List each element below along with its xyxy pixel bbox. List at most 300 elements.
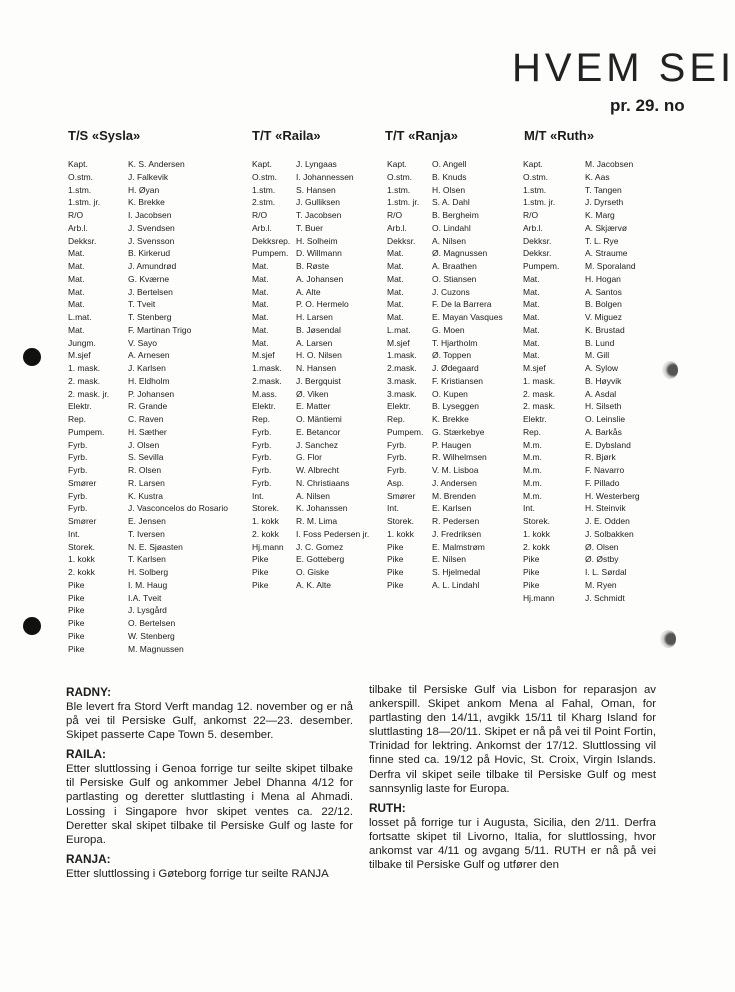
crew-rank: Mat.: [387, 261, 404, 271]
crew-name: M. Gill: [585, 350, 610, 361]
ship-heading-ruth: M/T «Ruth»: [524, 128, 595, 143]
crew-name: J. Svensson: [128, 235, 175, 246]
crew-rank: Pumpem.: [252, 248, 289, 259]
crew-rank: Rep.: [68, 414, 86, 424]
crew-name: S. Hansen: [296, 184, 336, 195]
crew-rank: Pike: [252, 579, 269, 590]
crew-rank: Pike: [252, 554, 269, 565]
crew-name: O. Leinslie: [585, 414, 626, 424]
crew-name: E. Mayan Vasques: [432, 312, 503, 322]
crew-rank: 3.mask.: [387, 375, 417, 386]
crew-name: T. Karlsen: [128, 554, 166, 565]
crew-name: A. Barkås: [585, 426, 622, 437]
crew-rank: Pumpem.: [523, 261, 560, 271]
crew-rank: Pike: [68, 630, 85, 641]
crew-rank: Fyrb.: [387, 465, 407, 475]
crew-name: T. Buer: [296, 222, 323, 233]
crew-rank: Mat.: [68, 261, 85, 271]
crew-name: J. Lyngaas: [296, 159, 337, 169]
crew-name: T. Tveit: [128, 299, 156, 310]
crew-rank: Fyrb.: [68, 490, 88, 501]
crew-rank: Pumpem.: [387, 426, 424, 437]
crew-rank: R/O: [387, 210, 403, 220]
crew-name: A. Santos: [585, 286, 622, 297]
crew-rank: Dekksr.: [523, 248, 552, 259]
crew-name: P. O. Hermelo: [296, 299, 349, 310]
crew-name: J. Sanchez: [296, 439, 339, 450]
report-heading: RANJA:: [66, 851, 111, 866]
crew-rank: 2.mask.: [252, 375, 282, 386]
crew-name: P. Haugen: [432, 439, 472, 450]
crew-name: I. Foss Pedersen jr.: [296, 528, 370, 539]
crew-rank: 1. kokk: [252, 516, 279, 526]
crew-rank: Pike: [387, 554, 404, 565]
crew-name: M. Ryen: [585, 579, 617, 590]
crew-rank: 2. kokk: [523, 541, 550, 552]
crew-name: B. Knuds: [432, 171, 467, 182]
crew-name: J. Svendsen: [128, 222, 175, 233]
crew-rank: Kapt.: [387, 159, 407, 169]
report-paragraph: Etter sluttlossing i Gøteborg forrige tur seilte RANJA: [66, 867, 329, 880]
crew-rank: R/O: [252, 210, 268, 220]
crew-name: A. Braathen: [432, 261, 477, 271]
crew-name: M. Jacobsen: [585, 159, 634, 169]
punch-hole-bottom: [23, 617, 41, 635]
crew-rank: L.mat.: [387, 324, 411, 335]
ship-heading-raila: T/T «Raila»: [252, 128, 321, 143]
crew-name: A. Nilsen: [432, 235, 467, 246]
crew-name: R. Wilhelmsen: [432, 452, 487, 463]
crew-rank: Fyrb.: [68, 503, 88, 514]
crew-name: B. Lund: [585, 337, 615, 348]
crew-name: A. Arnesen: [128, 350, 170, 361]
crew-name: T. Tangen: [585, 184, 622, 195]
crew-name: B. Lyseggen: [432, 401, 479, 412]
crew-rank: Mat.: [387, 273, 404, 284]
crew-name: K. Brekke: [432, 414, 469, 424]
crew-rank: Mat.: [523, 337, 540, 348]
crew-name: W. Albrecht: [296, 465, 339, 475]
crew-name: F. Pillado: [585, 477, 620, 488]
crew-rank: O.stm.: [252, 171, 278, 182]
crew-name: N. Christiaans: [296, 477, 350, 488]
crew-rank: 2. kokk: [252, 528, 279, 539]
crew-name: A. Skjærvø: [585, 222, 628, 233]
crew-name: O. Kupen: [432, 388, 468, 399]
crew-rank: Storek.: [68, 541, 95, 552]
crew-rank: Mat.: [252, 286, 269, 297]
crew-rank: Pumpem.: [68, 426, 105, 437]
crew-rank: Smører: [68, 516, 97, 526]
crew-rank: Arb.l.: [387, 222, 407, 233]
crew-name: B. Kirkerud: [128, 248, 171, 259]
crew-name: A. L. Lindahl: [432, 579, 480, 590]
crew-rank: Mat.: [523, 312, 540, 322]
crew-name: E. Karlsen: [432, 503, 472, 514]
crew-name: I. Johannessen: [296, 171, 354, 182]
crew-rank: Kapt.: [252, 159, 272, 169]
crew-rank: Pike: [68, 618, 85, 628]
crew-name: B. Jøsendal: [296, 324, 341, 335]
report-paragraph: Ble levert fra Stord Verft mandag 12. november og er nå på vei til Persiske Gulf, ankomst 22—23. desember. Skipet passerte Cape Town 5. desember.: [66, 701, 353, 742]
crew-rank: 1.mask.: [252, 363, 282, 373]
crew-name: E. Gotteberg: [296, 554, 345, 565]
crew-rank: L.mat.: [68, 312, 92, 322]
punch-hole-right-bottom: [660, 630, 676, 648]
crew-rank: M.m.: [523, 439, 542, 450]
crew-name: A. Nilsen: [296, 490, 331, 501]
crew-name: H. Silseth: [585, 401, 622, 412]
crew-name: B. Bolgen: [585, 299, 622, 310]
crew-rank: Pike: [387, 541, 404, 552]
crew-rank: Mat.: [252, 312, 269, 322]
crew-name: H. Hogan: [585, 273, 621, 284]
crew-rank: 2. mask.: [523, 388, 556, 399]
crew-name: K. Marg: [585, 210, 615, 220]
crew-rank: Asp.: [387, 477, 405, 488]
crew-name: D. Willmann: [296, 248, 342, 259]
crew-name: K. S. Andersen: [128, 159, 185, 169]
crew-name: H. Eldholm: [128, 375, 170, 386]
crew-rank: M.sjef: [387, 337, 410, 348]
crew-rank: Mat.: [252, 337, 269, 348]
crew-rank: 2.stm.: [252, 197, 276, 208]
crew-name: G. Moen: [432, 324, 465, 335]
crew-name: Ø. Toppen: [432, 350, 472, 361]
crew-name: E. Dybsland: [585, 439, 631, 450]
crew-rank: Pike: [252, 567, 269, 577]
report-heading: RADNY:: [66, 685, 111, 699]
crew-name: J. C. Gomez: [296, 541, 344, 552]
crew-rank: 2. mask.: [68, 375, 101, 386]
crew-rank: 1.mask.: [387, 350, 417, 361]
ship-heading-ranja: T/T «Ranja»: [385, 128, 458, 143]
crew-rank: Mat.: [68, 324, 85, 335]
report-heading: RUTH:: [369, 800, 406, 815]
crew-name: J. E. Odden: [585, 516, 630, 526]
crew-rank: Elektr.: [523, 414, 547, 424]
crew-rank: Mat.: [68, 286, 85, 297]
page-title: HVEM SEI: [512, 46, 735, 90]
crew-rank: M.ass.: [252, 388, 278, 399]
crew-rank: 3.mask.: [387, 388, 417, 399]
crew-name: J. Bertelsen: [128, 286, 173, 297]
crew-rank: Fyrb.: [68, 465, 88, 475]
crew-rank: M.sjef: [68, 350, 91, 361]
crew-rank: Smører: [387, 490, 416, 501]
crew-name: H. Øyan: [128, 184, 160, 195]
crew-name: J. Amundrød: [128, 261, 177, 271]
crew-rank: 1. mask.: [68, 363, 101, 373]
crew-rank: 1.stm. jr.: [387, 197, 420, 208]
crew-name: B. Høyvik: [585, 375, 622, 386]
crew-name: A. Asdal: [585, 388, 617, 399]
crew-rank: 1.stm.: [523, 184, 547, 195]
report-paragraph: losset på forrige tur i Augusta, Sicilia, den 2/11. Derfra fortsatte skipet til Livorno, Italia, for sluttlossing, hvor ankomst var 4/11 og avgang 5/11. RUTH er nå på vei tilbake til Persiske Gulf og utfører den: [369, 816, 656, 872]
crew-rank: Pike: [523, 567, 540, 577]
crew-name: T. Hjartholm: [432, 337, 478, 348]
crew-rank: 1.stm.: [252, 184, 276, 195]
crew-name: G. Stærkebye: [432, 426, 485, 437]
crew-name: G. Kværne: [128, 273, 170, 284]
crew-rank: Mat.: [252, 273, 269, 284]
crew-name: O. Bertelsen: [128, 618, 176, 628]
crew-rank: M.m.: [523, 477, 542, 488]
crew-rank: Mat.: [387, 286, 404, 297]
crew-name: I. L. Sørdal: [585, 567, 627, 577]
crew-name: H. Sæther: [128, 426, 167, 437]
crew-name: O. Giske: [296, 567, 330, 577]
crew-rank: 1. kokk: [523, 528, 550, 539]
crew-name: T. Stenberg: [128, 312, 172, 322]
crew-rank: O.stm.: [387, 171, 413, 182]
crew-name: F. Martinan Trigo: [128, 324, 192, 335]
crew-rank: O.stm.: [68, 171, 94, 182]
crew-name: Ø. Østby: [585, 554, 619, 565]
crew-rank: Mat.: [68, 248, 85, 259]
crew-name: F. Navarro: [585, 465, 625, 475]
crew-rank: Fyrb.: [68, 439, 88, 450]
crew-name: J. Vasconcelos do Rosario: [128, 503, 229, 514]
crew-rank: M.m.: [523, 452, 542, 463]
crew-rank: Hj.mann: [252, 541, 284, 552]
punch-hole-right-top: [662, 361, 678, 379]
crew-name: T. L. Rye: [585, 235, 619, 246]
crew-name: S. Hjelmedal: [432, 567, 481, 577]
crew-rank: Mat.: [252, 324, 269, 335]
crew-name: W. Stenberg: [128, 630, 175, 641]
crew-rank: Arb.l.: [252, 222, 272, 233]
crew-rank: Mat.: [523, 350, 540, 361]
crew-rank: R/O: [523, 210, 539, 220]
crew-name: R. Pedersen: [432, 516, 480, 526]
crew-rank: O.stm.: [523, 171, 549, 182]
crew-name: H. Solberg: [128, 567, 169, 577]
crew-rank: 1. kokk: [387, 528, 414, 539]
crew-name: S. Sevilla: [128, 452, 164, 463]
crew-rank: 2. kokk: [68, 567, 95, 577]
crew-rank: Smører: [68, 477, 97, 488]
crew-rank: Int.: [523, 503, 535, 514]
report-heading: RAILA:: [66, 747, 106, 762]
crew-rank: Dekksr.: [387, 235, 416, 246]
crew-rank: Mat.: [252, 261, 269, 271]
crew-name: K. Brustad: [585, 324, 625, 335]
crew-rank: Kapt.: [523, 159, 543, 169]
crew-name: Ø. Viken: [296, 388, 329, 399]
crew-name: J. Karlsen: [128, 363, 166, 373]
crew-rank: 1.stm. jr.: [68, 197, 101, 208]
crew-name: J. Lysgård: [128, 605, 167, 616]
crew-name: P. Johansen: [128, 388, 175, 399]
crew-rank: Storek.: [387, 516, 414, 526]
crew-rank: Fyrb.: [252, 452, 272, 463]
crew-name: J. Cuzons: [432, 286, 470, 297]
crew-name: V. M. Lisboa: [432, 465, 479, 475]
crew-rank: Rep.: [252, 414, 270, 424]
crew-rank: Kapt.: [68, 159, 88, 169]
crew-rank: 1.stm.: [68, 184, 92, 195]
crew-name: J. Falkevik: [128, 171, 169, 182]
crew-name: S. A. Dahl: [432, 197, 470, 208]
crew-name: J. Fredriksen: [432, 528, 482, 539]
crew-rank: Pike: [523, 554, 540, 565]
crew-rank: Mat.: [523, 286, 540, 297]
crew-rank: Pike: [387, 567, 404, 577]
crew-name: M. Brenden: [432, 490, 476, 501]
crew-name: M. Sporaland: [585, 261, 636, 271]
crew-rank: Pike: [387, 579, 404, 590]
crew-name: J. Ødegaard: [432, 363, 479, 373]
crew-name: H. Steinvik: [585, 503, 626, 514]
crew-rank: Mat.: [68, 299, 85, 310]
crew-name: M. Magnussen: [128, 643, 184, 654]
crew-rank: Int.: [68, 528, 80, 539]
crew-name: R. Bjørk: [585, 452, 616, 463]
crew-name: J. Dyrseth: [585, 197, 624, 208]
crew-name: T. Iversen: [128, 528, 165, 539]
crew-rank: M.m.: [523, 490, 542, 501]
crew-rank: Pike: [68, 643, 85, 654]
crew-rank: 1.stm.: [387, 184, 411, 195]
crew-rank: Dekksrep.: [252, 235, 291, 246]
crew-name: R. M. Lima: [296, 516, 338, 526]
crew-rank: Fyrb.: [387, 452, 407, 463]
crew-rank: Mat.: [523, 299, 540, 310]
punch-hole-top: [23, 348, 41, 366]
crew-rank: 1. kokk: [68, 554, 95, 565]
crew-rank: Dekksr.: [523, 235, 552, 246]
crew-name: B. Røste: [296, 261, 330, 271]
crew-name: Ø. Olsen: [585, 541, 619, 552]
page-subtitle: pr. 29. no: [610, 96, 685, 115]
crew-rank: Fyrb.: [252, 439, 272, 450]
crew-rank: Storek.: [523, 516, 550, 526]
crew-name: A. Larsen: [296, 337, 333, 348]
crew-name: F. De la Barrera: [432, 299, 492, 310]
crew-name: Ø. Magnussen: [432, 248, 488, 259]
crew-rank: Arb.l.: [523, 222, 543, 233]
crew-rank: Elektr.: [387, 401, 411, 412]
crew-name: K. Johanssen: [296, 503, 348, 514]
crew-name: O. Stiansen: [432, 273, 477, 284]
crew-name: J. Olsen: [128, 439, 160, 450]
crew-name: O. Mäntiemi: [296, 414, 342, 424]
crew-name: T. Jacobsen: [296, 210, 342, 220]
crew-name: E. Matter: [296, 401, 331, 412]
crew-name: K. Brekke: [128, 197, 165, 208]
crew-name: V. Miguez: [585, 312, 623, 322]
crew-name: J. Solbakken: [585, 528, 634, 539]
crew-rank: Int.: [387, 503, 399, 514]
crew-rank: M.sjef: [523, 363, 546, 373]
crew-rank: Elektr.: [68, 401, 92, 412]
crew-name: H. Larsen: [296, 312, 333, 322]
crew-name: V. Sayo: [128, 337, 157, 348]
crew-rank: Mat.: [68, 273, 85, 284]
crew-rank: Mat.: [387, 299, 404, 310]
crew-rank: 1.stm. jr.: [523, 197, 556, 208]
crew-rank: Storek.: [252, 503, 279, 514]
crew-name: A. Straume: [585, 248, 628, 259]
crew-rank: 2. mask.: [523, 401, 556, 412]
crew-name: K. Aas: [585, 171, 610, 182]
crew-name: E. Malmstrøm: [432, 541, 485, 552]
report-column-left: [66, 685, 353, 886]
crew-rank: M.m.: [523, 465, 542, 475]
crew-name: A. K. Alte: [296, 579, 331, 590]
crew-rank: Mat.: [523, 273, 540, 284]
crew-rank: M.sjef: [252, 350, 275, 361]
crew-rank: R/O: [68, 210, 84, 220]
crew-name: B. Bergheim: [432, 210, 479, 220]
crew-name: H. O. Nilsen: [296, 350, 342, 361]
crew-name: J. Bergquist: [296, 375, 341, 386]
crew-name: I.A. Tveit: [128, 592, 162, 603]
crew-rank: 2. mask. jr.: [68, 388, 110, 399]
crew-rank: Fyrb.: [68, 452, 88, 463]
crew-rank: Fyrb.: [387, 439, 407, 450]
crew-name: F. Kristiansen: [432, 375, 484, 386]
crew-rank: Pike: [68, 592, 85, 603]
crew-rank: Pike: [523, 579, 540, 590]
crew-name: O. Angell: [432, 159, 467, 169]
crew-name: G. Flor: [296, 452, 322, 463]
report-paragraph: Etter sluttlossing i Genoa forrige tur seilte skipet tilbake til Persiske Gulf og ankommer Jebel Dhanna 4/12 for partlasting og deretter sluttlasting i Mena al Ahmadi. Lossing i Singapore hvor skipet ventes ca. 22/12. Deretter skal skipet tilbake til Persiske Gulf og laste for Europa.: [66, 763, 353, 846]
crew-name: R. Larsen: [128, 477, 165, 488]
crew-name: J. Andersen: [432, 477, 477, 488]
crew-rank: Int.: [252, 490, 264, 501]
crew-name: E. Nilsen: [432, 554, 467, 565]
ship-heading-sysla: T/S «Sysla»: [68, 128, 141, 143]
crew-name: A. Johansen: [296, 273, 344, 284]
crew-rank: 1. mask.: [523, 375, 556, 386]
crew-name: H. Solheim: [296, 235, 338, 246]
crew-rank: Mat.: [523, 324, 540, 335]
crew-rank: 2.mask.: [387, 363, 417, 373]
crew-name: K. Kustra: [128, 490, 163, 501]
crew-rank: Pike: [68, 605, 85, 616]
crew-name: H. Olsen: [432, 184, 466, 195]
crew-name: E. Jensen: [128, 516, 166, 526]
crew-name: E. Betancor: [296, 426, 341, 437]
crew-rank: Hj.mann: [523, 592, 555, 603]
crew-name: N. E. Sjøasten: [128, 541, 183, 552]
crew-name: A. Sylow: [585, 363, 619, 373]
crew-rank: Pike: [68, 579, 85, 590]
crew-rank: Mat.: [252, 299, 269, 310]
crew-name: O. Lindahl: [432, 222, 471, 233]
crew-name: R. Grande: [128, 401, 168, 412]
crew-rank: Rep.: [523, 426, 541, 437]
crew-rank: Mat.: [387, 312, 404, 322]
crew-rank: Jungm.: [68, 337, 96, 348]
crew-rank: Fyrb.: [252, 465, 272, 475]
crew-name: N. Hansen: [296, 363, 337, 373]
crew-name: J. Gulliksen: [296, 197, 340, 208]
crew-name: A. Alte: [296, 286, 321, 297]
crew-rank: Fyrb.: [252, 426, 272, 437]
crew-rank: Fyrb.: [252, 477, 272, 488]
crew-name: R. Olsen: [128, 465, 162, 475]
crew-rank: Arb.l.: [68, 222, 88, 233]
crew-rank: Mat.: [387, 248, 404, 259]
crew-rank: Elektr.: [252, 401, 276, 412]
crew-name: C. Raven: [128, 414, 164, 424]
crew-name: H. Westerberg: [585, 490, 640, 501]
report-column-right: [369, 683, 656, 877]
report-paragraph: tilbake til Persiske Gulf via Lisbon for reparasjon av ankerspill. Skipet ankom Mena al Fahal, Oman, for partlasting den 14/11, avgikk 15/11 til Kharg Island for sluttlasting 18—20/11. Skipet er nå på vei til Point Fortin, Trinidad for lektring. Ankomst der 17/12. Sluttlossing vil finne sted ca. 19/12 på Hovic, St. Croix, Virgin Islands. Derfra vil skipet seile tilbake til Persiske Gulf og mest sannsynlig laste for Europa.: [369, 684, 656, 795]
